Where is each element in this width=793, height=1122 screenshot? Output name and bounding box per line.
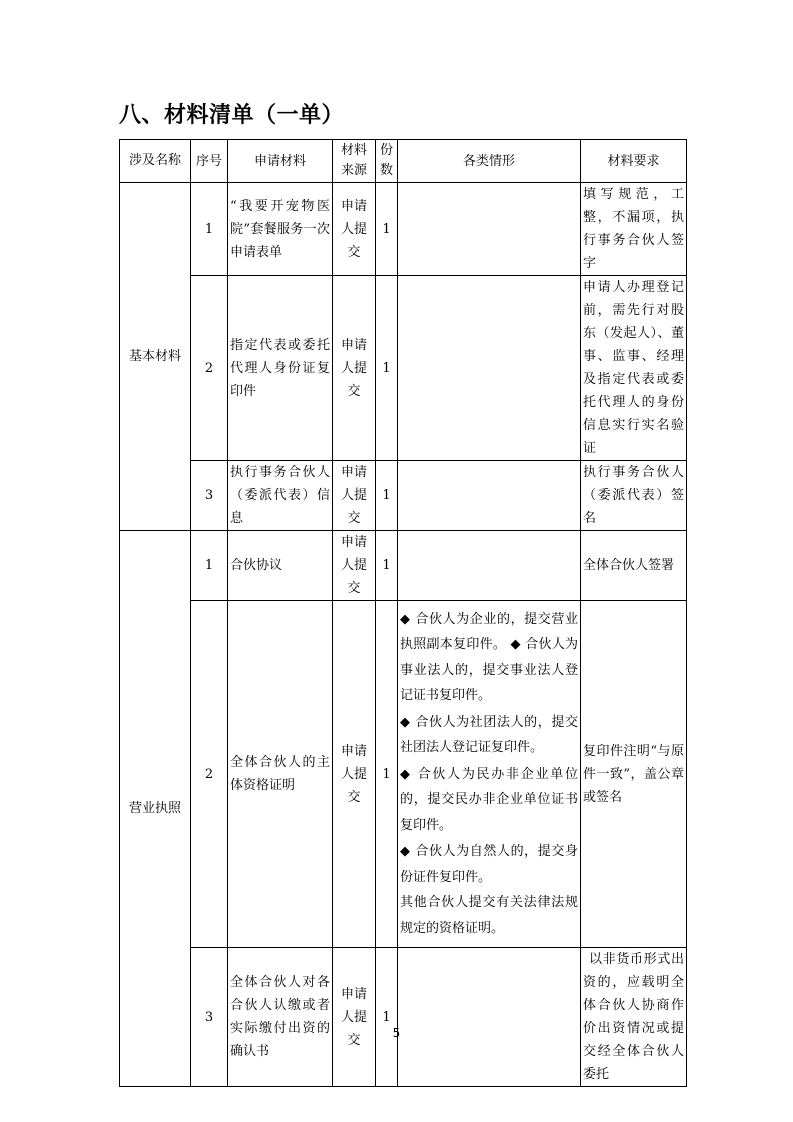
seq-cell: 1 [191,183,228,276]
header-cell: 份数 [376,140,398,183]
source-cell: 申请人提交 [333,461,376,531]
section-title: 八、材料清单（一单） [119,103,345,128]
situation-item: ◆ 合伙人为企业的，提交营业执照副本复印件。 ◆ 合伙人为事业法人的，提交事业法人登记证书复印件。 [400,611,578,704]
header-cell: 各类情形 [398,140,581,183]
table-row [120,276,687,461]
copies-cell: 1 [376,276,398,461]
group-name: 营业执照 [120,531,191,1087]
situation-cell [398,461,581,531]
source-cell: 申请人提交 [333,601,376,948]
material-cell: 执行事务合伙人（委派代表）信息 [228,461,333,531]
copies-cell: 1 [376,948,398,1087]
source-cell: 申请人提交 [333,276,376,461]
copies-cell: 1 [376,183,398,276]
header-cell: 涉及名称 [120,140,191,183]
table-row [120,461,687,531]
copies-cell: 1 [376,531,398,601]
situation-cell [398,276,581,461]
situation-item: ◆ 合伙人为自然人的，提交身份证件复印件。 [400,844,578,885]
requirement-cell: 全体合伙人签署 [581,531,687,601]
material-cell: 合伙协议 [228,531,333,601]
group-name: 基本材料 [120,183,191,531]
requirement-cell: 填写规范，工整，不漏项，执行事务合伙人签字 [581,183,687,276]
header-cell: 材料来源 [333,140,376,183]
seq-cell: 3 [191,461,228,531]
situation-item: 其他合伙人提交有关法律法规规定的资格证明。 [400,895,578,936]
materials-table [119,139,687,1087]
source-cell: 申请人提交 [333,183,376,276]
material-cell: 全体合伙人的主体资格证明 [228,601,333,948]
seq-cell: 3 [191,948,228,1087]
table-row [120,531,687,601]
material-cell: 指定代表或委托代理人身份证复印件 [228,276,333,461]
header-cell: 材料要求 [581,140,687,183]
table-row [120,601,687,948]
requirement-cell: 以非货币形式出资的，应载明全体合伙人协商作价出资情况或提交经全体合伙人委托 [581,948,687,1087]
header-cell: 申请材料 [228,140,333,183]
table-header-row [120,140,687,183]
seq-cell: 1 [191,531,228,601]
table-row [120,183,687,276]
situation-cell [398,531,581,601]
material-cell: “我要开宠物医院”套餐服务一次申请表单 [228,183,333,276]
requirement-cell: 执行事务合伙人（委派代表）签名 [581,461,687,531]
copies-cell: 1 [376,461,398,531]
header-cell: 序号 [191,140,228,183]
source-cell: 申请人提交 [333,531,376,601]
seq-cell: 2 [191,276,228,461]
copies-cell: 1 [376,601,398,948]
table-row [120,948,687,1087]
seq-cell: 2 [191,601,228,948]
situation-item: ◆ 合伙人为社团法人的，提交社团法人登记证复印件。 [400,714,578,756]
situation-item: ◆ 合伙人为民办非企业单位的，提交民办非企业单位证书复印件。 [400,766,578,833]
situation-cell [398,948,581,1087]
page-number: 5 [392,1026,401,1040]
material-cell: 全体合伙人对各合伙人认缴或者实际缴付出资的确认书 [228,948,333,1087]
requirement-cell: 复印件注明“与原件一致”，盖公章或签名 [581,601,687,948]
situation-cell [398,601,581,948]
source-cell: 申请人提交 [333,948,376,1087]
requirement-cell: 申请人办理登记前，需先行对股东（发起人）、董事、监事、经理及指定代表或委托代理人的身份信息实行实名验证 [581,276,687,461]
situation-cell [398,183,581,276]
